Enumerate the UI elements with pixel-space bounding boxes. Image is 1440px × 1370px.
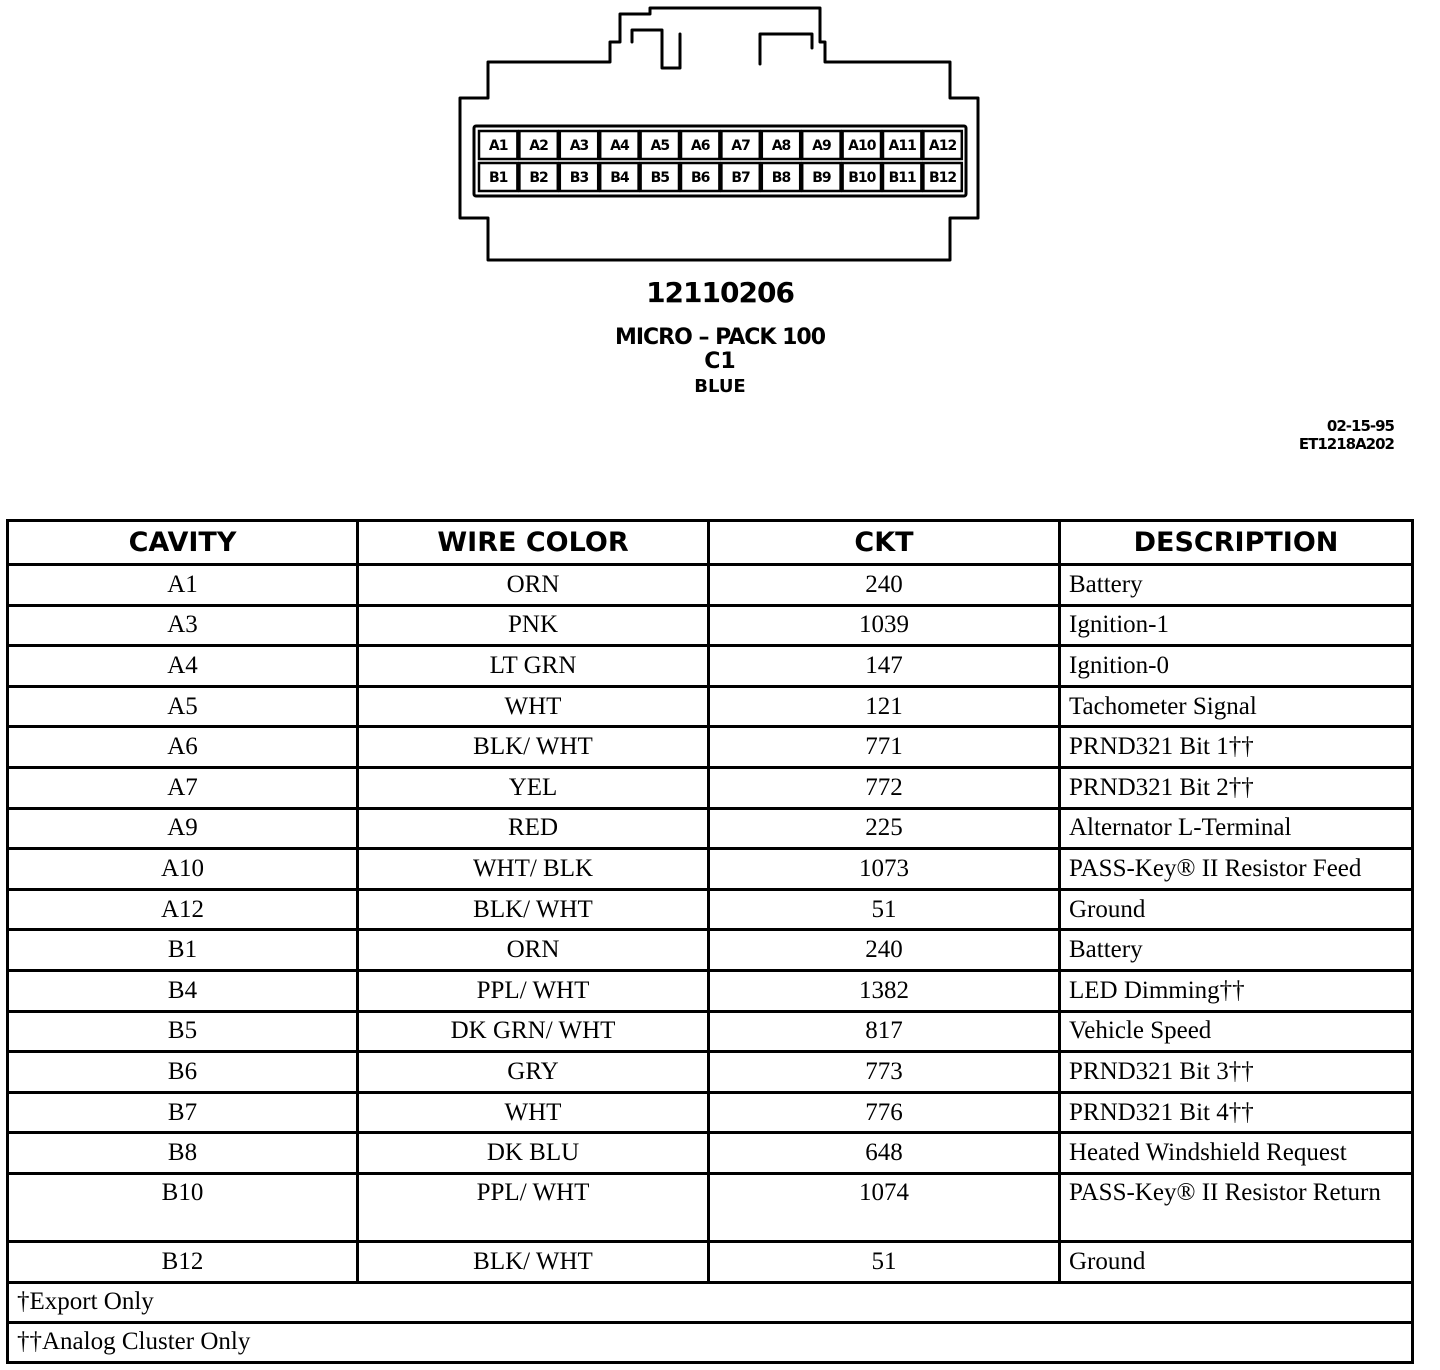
table-row bbox=[8, 1173, 1413, 1241]
header-ckt: CKT bbox=[709, 521, 1060, 565]
part-number: 12110206 bbox=[646, 276, 794, 309]
cavity-label: A11 bbox=[888, 138, 916, 154]
cavity-label: B12 bbox=[929, 170, 957, 186]
wire-color-cell: PPL/ WHT bbox=[358, 970, 709, 1011]
table-header-row bbox=[8, 521, 1413, 565]
wire-color-cell: ORN bbox=[358, 930, 709, 971]
cavity-cell: A12 bbox=[8, 889, 358, 930]
header-description: DESCRIPTION bbox=[1060, 521, 1413, 565]
wire-color-cell: WHT bbox=[358, 686, 709, 727]
wire-color-cell: BLK/ WHT bbox=[358, 727, 709, 768]
ckt-cell: 240 bbox=[709, 930, 1060, 971]
table-row bbox=[8, 605, 1413, 646]
description-cell: Battery bbox=[1060, 565, 1413, 606]
cavity-label: A9 bbox=[812, 138, 831, 154]
wire-color-cell: BLK/ WHT bbox=[358, 889, 709, 930]
wire-color-cell: ORN bbox=[358, 565, 709, 606]
table-row bbox=[8, 1241, 1413, 1282]
header-cavity: CAVITY bbox=[8, 521, 358, 565]
wire-color-cell: YEL bbox=[358, 767, 709, 808]
description-cell: PRND321 Bit 1†† bbox=[1060, 727, 1413, 768]
date-code: 02-15-95 bbox=[1326, 417, 1394, 435]
header-wire-color: WIRE COLOR bbox=[358, 521, 709, 565]
wire-color-cell: BLK/ WHT bbox=[358, 1241, 709, 1282]
ckt-cell: 1074 bbox=[709, 1173, 1060, 1241]
table-row bbox=[8, 1052, 1413, 1093]
cavity-cell: A4 bbox=[8, 646, 358, 687]
ckt-cell: 773 bbox=[709, 1052, 1060, 1093]
note-row bbox=[8, 1282, 1413, 1322]
cavity-cell: B4 bbox=[8, 970, 358, 1011]
description-cell: Ignition-0 bbox=[1060, 646, 1413, 687]
pinout-table bbox=[6, 519, 1414, 1364]
description-cell: PRND321 Bit 3†† bbox=[1060, 1052, 1413, 1093]
note-row bbox=[8, 1322, 1413, 1362]
cavity-label: A10 bbox=[848, 138, 876, 154]
wire-color-cell: DK BLU bbox=[358, 1133, 709, 1174]
description-cell: Ground bbox=[1060, 1241, 1413, 1282]
connector-color: BLUE bbox=[694, 376, 746, 397]
note-export-only: †Export Only bbox=[8, 1282, 1413, 1322]
cavity-row-a bbox=[479, 131, 962, 159]
cavity-label: A4 bbox=[610, 138, 629, 154]
table-row bbox=[8, 1011, 1413, 1052]
table-row bbox=[8, 1092, 1413, 1133]
table-row bbox=[8, 1133, 1413, 1174]
cavity-cell: B10 bbox=[8, 1173, 358, 1241]
connector-id: C1 bbox=[704, 349, 736, 374]
ckt-cell: 772 bbox=[709, 767, 1060, 808]
cavity-label: B3 bbox=[569, 170, 589, 186]
description-cell: Vehicle Speed bbox=[1060, 1011, 1413, 1052]
table-row bbox=[8, 970, 1413, 1011]
description-cell: Tachometer Signal bbox=[1060, 686, 1413, 727]
ckt-cell: 648 bbox=[709, 1133, 1060, 1174]
cavity-label: B4 bbox=[610, 170, 629, 186]
wire-color-cell: DK GRN/ WHT bbox=[358, 1011, 709, 1052]
cavity-cell: A7 bbox=[8, 767, 358, 808]
cavity-cell: B8 bbox=[8, 1133, 358, 1174]
cavity-label: A3 bbox=[569, 138, 589, 154]
cavity-label: B11 bbox=[888, 170, 916, 186]
cavity-cell: B1 bbox=[8, 930, 358, 971]
description-cell: PRND321 Bit 2†† bbox=[1060, 767, 1413, 808]
cavity-cell: A1 bbox=[8, 565, 358, 606]
cavity-label: B1 bbox=[488, 170, 508, 186]
cavity-cell: B12 bbox=[8, 1241, 358, 1282]
wire-color-cell: PPL/ WHT bbox=[358, 1173, 709, 1241]
ckt-cell: 240 bbox=[709, 565, 1060, 606]
ckt-cell: 225 bbox=[709, 808, 1060, 849]
cavity-cell: A9 bbox=[8, 808, 358, 849]
cavity-label: A1 bbox=[488, 138, 508, 154]
table-row bbox=[8, 849, 1413, 890]
ckt-cell: 121 bbox=[709, 686, 1060, 727]
description-cell: Ignition-1 bbox=[1060, 605, 1413, 646]
wire-color-cell: LT GRN bbox=[358, 646, 709, 687]
cavity-label: A7 bbox=[731, 138, 750, 154]
wire-color-cell: GRY bbox=[358, 1052, 709, 1093]
cavity-label: B10 bbox=[848, 170, 876, 186]
table-row bbox=[8, 686, 1413, 727]
description-cell: LED Dimming†† bbox=[1060, 970, 1413, 1011]
description-cell: Battery bbox=[1060, 930, 1413, 971]
drawing-code: ET1218A202 bbox=[1298, 435, 1394, 453]
cavity-label: A5 bbox=[650, 138, 670, 154]
description-cell: PASS-Key® II Resistor Return bbox=[1060, 1173, 1413, 1241]
table-row bbox=[8, 646, 1413, 687]
connector-name: MICRO – PACK 100 bbox=[614, 325, 826, 350]
description-cell: Heated Windshield Request bbox=[1060, 1133, 1413, 1174]
cavity-label: A8 bbox=[771, 138, 791, 154]
connector-diagram bbox=[0, 0, 1440, 270]
cavity-label: B9 bbox=[812, 170, 831, 186]
description-cell: PRND321 Bit 4†† bbox=[1060, 1092, 1413, 1133]
wire-color-cell: PNK bbox=[358, 605, 709, 646]
cavity-label: B2 bbox=[529, 170, 548, 186]
description-cell: Alternator L-Terminal bbox=[1060, 808, 1413, 849]
ckt-cell: 776 bbox=[709, 1092, 1060, 1133]
table-row bbox=[8, 889, 1413, 930]
table-row bbox=[8, 930, 1413, 971]
cavity-cell: A6 bbox=[8, 727, 358, 768]
cavity-label: B8 bbox=[771, 170, 791, 186]
cavity-cell: B6 bbox=[8, 1052, 358, 1093]
ckt-cell: 1039 bbox=[709, 605, 1060, 646]
connector-latch-left bbox=[632, 30, 680, 68]
cavity-label: A2 bbox=[529, 138, 548, 154]
ckt-cell: 147 bbox=[709, 646, 1060, 687]
ckt-cell: 51 bbox=[709, 1241, 1060, 1282]
cavity-label: B6 bbox=[690, 170, 710, 186]
ckt-cell: 1073 bbox=[709, 849, 1060, 890]
table-row bbox=[8, 565, 1413, 606]
table-row bbox=[8, 767, 1413, 808]
wire-color-cell: RED bbox=[358, 808, 709, 849]
ckt-cell: 51 bbox=[709, 889, 1060, 930]
wire-color-cell: WHT bbox=[358, 1092, 709, 1133]
table-row bbox=[8, 727, 1413, 768]
cavity-label: B7 bbox=[731, 170, 750, 186]
ckt-cell: 1382 bbox=[709, 970, 1060, 1011]
ckt-cell: 771 bbox=[709, 727, 1060, 768]
table-row bbox=[8, 808, 1413, 849]
description-cell: Ground bbox=[1060, 889, 1413, 930]
cavity-cell: A10 bbox=[8, 849, 358, 890]
cavity-row-b bbox=[479, 163, 962, 191]
cavity-cell: A3 bbox=[8, 605, 358, 646]
cavity-label: B5 bbox=[650, 170, 670, 186]
cavity-cell: B5 bbox=[8, 1011, 358, 1052]
wire-color-cell: WHT/ BLK bbox=[358, 849, 709, 890]
ckt-cell: 817 bbox=[709, 1011, 1060, 1052]
cavity-label: A6 bbox=[690, 138, 710, 154]
cavity-label: A12 bbox=[928, 138, 957, 154]
connector-latch-right bbox=[760, 34, 812, 64]
note-analog-cluster-only: ††Analog Cluster Only bbox=[8, 1322, 1413, 1362]
cavity-cell: B7 bbox=[8, 1092, 358, 1133]
cavity-cell: A5 bbox=[8, 686, 358, 727]
description-cell: PASS-Key® II Resistor Feed bbox=[1060, 849, 1413, 890]
